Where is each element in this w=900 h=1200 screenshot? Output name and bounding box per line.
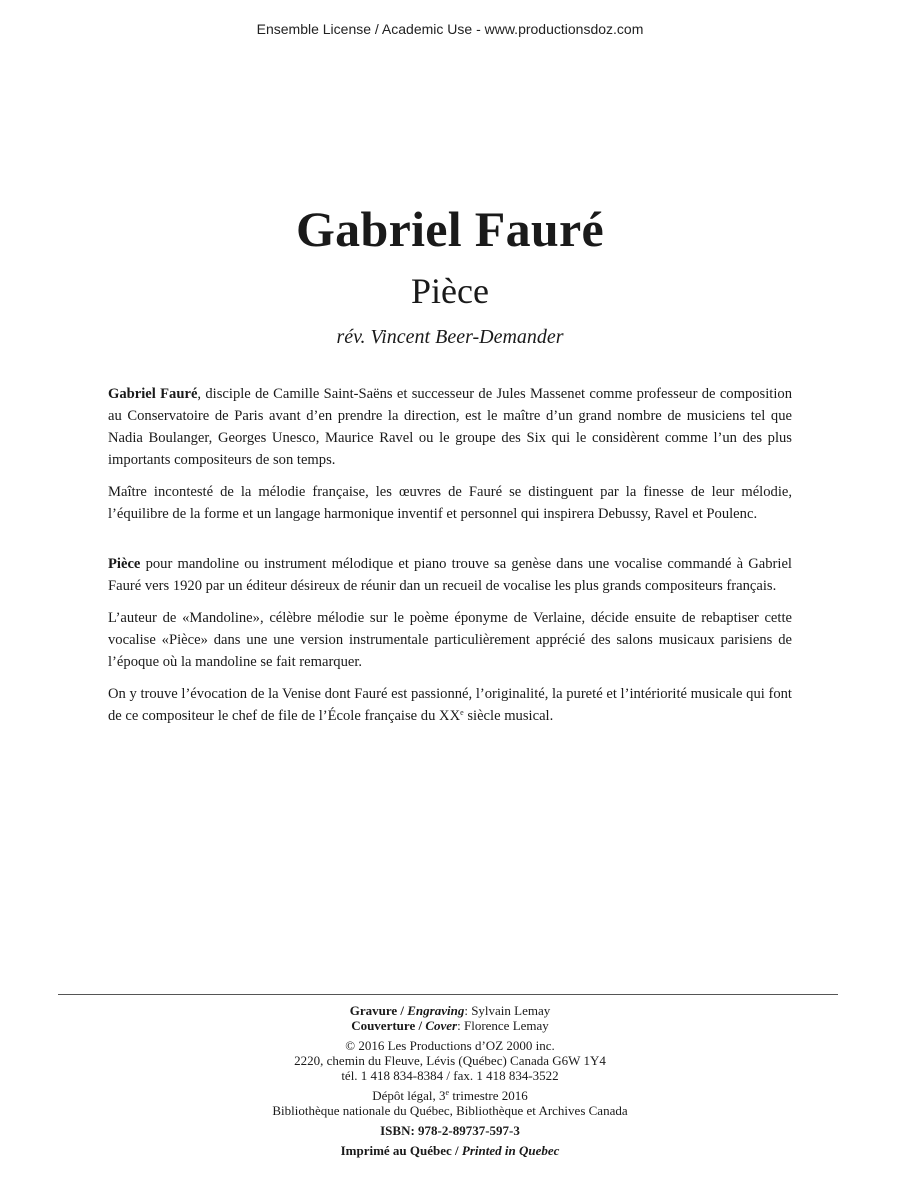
piece-paragraph-3 — [108, 683, 792, 727]
engraving-label-en: Engraving — [407, 1003, 465, 1018]
printed-in — [0, 1143, 900, 1158]
piece-paragraph-3-end: siècle musical. — [463, 708, 554, 724]
publisher-block — [0, 1038, 900, 1083]
piece-paragraph-1 — [108, 553, 792, 597]
credits-block — [0, 1003, 900, 1033]
biography-paragraph-2: Maître incontesté de la mélodie française, les œuvres de Fauré se distinguent par la finesse de leur mélodie, l’équilibre de la forme et un langage harmonique inventif et personnel qui inspirera Debussy, Ravel et Poulenc. — [108, 484, 792, 522]
engraving-name: : Sylvain Lemay — [464, 1003, 551, 1018]
cover-label-fr: Couverture / — [351, 1018, 426, 1033]
legal-deposit-text: Dépôt légal, 3 — [372, 1088, 446, 1103]
piece-description — [108, 553, 792, 737]
cover-credit — [0, 1018, 900, 1033]
composer-biography — [108, 383, 792, 535]
piece-paragraph-2: L’auteur de «Mandoline», célèbre mélodie sur le poème éponyme de Verlaine, décide ensuite de rebaptiser cette vocalise «Pièce» dans une une version instrumentale particulièrement apprécié des salons musicaux parisiens de l’époque où la mandoline se fait remarquer. — [108, 610, 792, 670]
piece-paragraph-3-text: On y trouve l’évocation de la Venise dont Fauré est passionné, l’originalité, la pureté et l’intériorité musicale qui font de ce compositeur le chef de file de l’École française du XX — [108, 686, 792, 724]
printed-fr: Imprimé au Québec / — [340, 1143, 462, 1158]
piece-paragraph-1-text: pour mandoline ou instrument mélodique et piano trouve sa genèse dans une vocalise commandé à Gabriel Fauré vers 1920 par un éditeur désireux de réunir dan un recueil de vocalise les plus grands compositeurs français. — [108, 556, 792, 594]
license-notice: Ensemble License / Academic Use - www.productionsdoz.com — [256, 21, 644, 37]
composer-name-bold: Gabriel Fauré — [108, 386, 198, 402]
printed-en: Printed in Quebec — [461, 1143, 560, 1158]
cover-name: : Florence Lemay — [457, 1018, 549, 1033]
composer-name: Gabriel Fauré — [295, 201, 604, 257]
copyright-line: © 2016 Les Productions d’OZ 2000 inc. — [345, 1038, 555, 1053]
printed-block — [0, 1143, 900, 1158]
isbn-block — [0, 1123, 900, 1138]
legal-deposit-end: trimestre 2016 — [449, 1088, 528, 1103]
footer-divider — [58, 994, 838, 995]
legal-deposit — [0, 1088, 900, 1103]
biography-paragraph-1-text: , disciple de Camille Saint-Saëns et successeur de Jules Massenet comme professeur de composition au Conservatoire de Paris avant d’en prendre la direction, est le maître d’un grand nombre de musiciens tel que Nadia Boulanger, Georges Unesco, Maurice Ravel ou le groupe des Six qui le considèrent comme l’un des plus importants compositeurs de son temps. — [108, 386, 792, 468]
quarter-superscript: e — [445, 1088, 450, 1097]
isbn: ISBN: 978-2-89737-597-3 — [380, 1123, 520, 1138]
engraving-credit — [0, 1003, 900, 1018]
piece-title: Pièce — [411, 271, 489, 311]
cover-label-en: Cover — [425, 1018, 458, 1033]
reviser-credit: rév. Vincent Beer-Demander — [336, 326, 564, 348]
piece-name-bold: Pièce — [108, 556, 141, 572]
century-superscript: e — [460, 708, 464, 717]
biography-paragraph-1 — [108, 383, 792, 471]
colophon — [0, 1003, 900, 1163]
publisher-address: 2220, chemin du Fleuve, Lévis (Québec) Canada G6W 1Y4 — [294, 1053, 606, 1068]
engraving-label-fr: Gravure / — [349, 1003, 408, 1018]
library-line: Bibliothèque nationale du Québec, Bibliothèque et Archives Canada — [272, 1103, 628, 1118]
publisher-phone: tél. 1 418 834-8384 / fax. 1 418 834-3522 — [341, 1068, 559, 1083]
legal-deposit-block — [0, 1088, 900, 1118]
